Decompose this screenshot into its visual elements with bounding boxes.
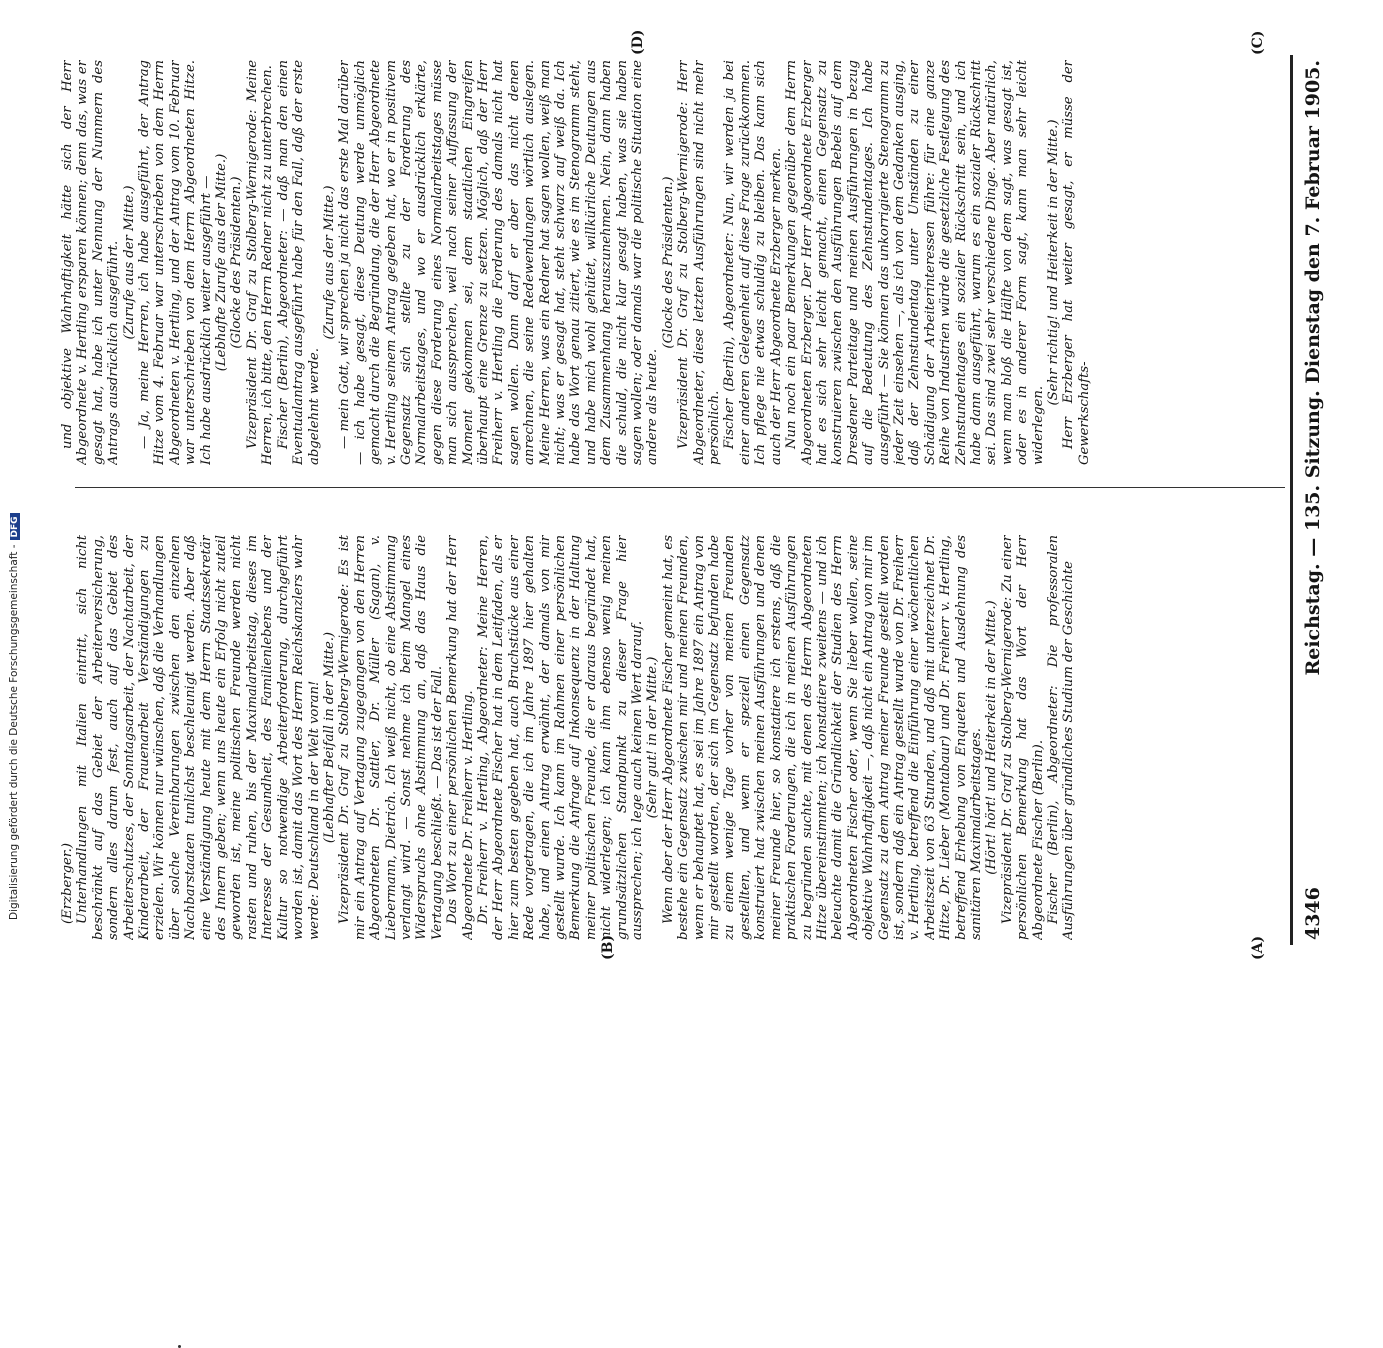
paragraph: Fischer (Berlin), Abgeordneter: Nun, wir werden ja bei einer anderen Gelegenheit auf diese Frage zurückkommen. Ich pflege nie etwas schuldig zu bleiben. Das kann sich auch der Herr Abgeordnete Erzberger merken. <box>722 60 784 465</box>
digitization-footer <box>8 513 20 920</box>
paragraph: Dr. Freiherr v. Hertling, Abgeordneter: Meine Herren, der Herr Abgeordnete Fischer hat in dem Leitfaden, als er hier zum besten gegeben hat, auch Bruchstücke aus einer Rede vorgetragen, die ich im Jahre 1897 hier gehalten habe, und einen Antrag erwähnt, der damals von mir gestellt wurde. Ich kann im Rahmen einer persönlichen Bemerkung die Anfrage auf Inkonsequenz in der Haltung meiner politischen Freunde, die er daraus begründet hat, nicht widerlegen; ich kann ihm ebenso wenig meinen grundsätzlichen Standpunkt zu dieser Frage hier aussprechen; ich lege auch keinen Wert darauf. <box>475 535 646 940</box>
margin-mark-c: (C) <box>1250 30 1266 55</box>
paragraph: Nun noch ein paar Bemerkungen gegenüber dem Herrn Abgeordneten Erzberger. Der Herr Abgeordnete Erzberger hat es sich sehr leicht gemacht, einen Gegensatz zu konstruieren zwischen den Ausführungen Bebels auf dem Dresdener Parteitage und meinen Ausführungen in bezug auf die Bedeutung des Zehnstundentages. Ich habe ausgeführt — Sie können das unkorrigierte Stenogramm zu jeder Zeit einsehen —, als ich von dem Gedanken ausging, daß der Zehnstundentag unter Umständen zu einer Schädigung der Arbeiterinteressen führe: für eine ganze Reihe von Industrien würde die gesetzliche Festlegung des Zehnstundentages ein sozialer Rückschritt sein, und ich habe dann ausgeführt, warum es ein sozialer Rückschritt sei. Das sind zwei sehr verschiedene Dinge. Aber natürlich, wenn man bloß die Hälfte von dem sagt, was gesagt ist, oder es in anderer Form sagt, kann man sehr leicht widerlegen. <box>784 60 1046 465</box>
paragraph: — Ja, meine Herren, ich habe ausgeführt, der Antrag Hitze vom 4. Februar war unterschrieben von dem Herrn Abgeordneten v. Hertling, und der Antrag vom 10. Februar war unterschrieben von dem Herrn Abgeordneten Hitze. Ich habe ausdrücklich weiter ausgeführt — <box>137 60 214 465</box>
page-number: 4346 <box>1302 887 1324 940</box>
paragraph: Vizepräsident Dr. Graf zu Stolberg-Wernigerode: Herr Abgeordneter, diese letzten Ausführungen sind nicht mehr persönlich. <box>676 60 723 465</box>
session-title: Reichstag. — 135. Sitzung. Dienstag den 7. Februar 1905. <box>1302 60 1324 676</box>
footer-text: Digitalisierung gefördert durch die Deutsche Forschungsgemeinschaft - <box>8 544 20 920</box>
interjection: (Zurufe aus der Mitte.) <box>321 185 337 340</box>
paragraph: Wenn aber der Herr Abgeordnete Fischer gemeint hat, es bestehe ein Gegensatz zwischen mir und meinen Freunden, wenn er behauptet hat, es sei im Jahre 1897 ein Antrag von mir gestellt worden, der sich im Gegensatz befunden habe zu einem wenige Tage vorher von meinen Freunden gestellten, und wenn er speziell einen Gegensatz konstruiert hat zwischen meinen Ausführungen und denen meiner Freunde hier, so konstatiere ich erstens, daß die praktischen Forderungen, die ich in meinen Ausführungen zu begründen suchte, mit denen des Herrn Abgeordneten Hitze übereinstimmten; ich konstatiere zweitens — und ich beleuchte damit die Gründlichkeit der Studien des Herrn Abgeordneten Fischer oder, wenn Sie lieber wollen, seine objektive Wahrhaftigkeit —, daß nicht ein Antrag von mir im Gegensatz zu dem Antrag meiner Freunde gestellt worden ist, sondern daß ein Antrag gestellt wurde von Dr. Freiherr v. Hertling, betreffend die Einführung einer wöchentlichen Arbeitszeit von 63 Stunden, und daß mit unterzeichnet Dr. Hitze, Dr. Lieber (Montabaur) und Dr. Freiherr v. Hertling, betreffend Erhebung von Enqueten und Ausdehnung des sanitären Maximalarbeitstages. <box>660 535 984 940</box>
header-rule <box>1290 55 1293 945</box>
paragraph: — mein Gott, wir sprechen ja nicht das erste Mal darüber — ich habe gesagt, diese Deutung werde unmöglich gemacht durch die Begründung, die der Herr Abgeordnete v. Hertling seinem Antrag gegeben hat, wo er in positivem Gegensatz sich stellte zu der Forderung des Normalarbeitstages, und wo er ausdrücklich erklärte, gegen diese Forderung eines Normalarbeitstages müsse man sich aussprechen, weil nach seiner Auffassung der Moment gekommen sei, dem staatlichen Eingreifen überhaupt eine Grenze zu setzen. Möglich, daß der Herr Freiherr v. Hertling die Forderung des damals nicht hat sagen wollen. Dann darf er aber das nicht denen anrechnen, die seine Redewendungen wörtlich auslegen. Meine Herren, was ein Redner hat sagen wollen, weiß man nicht; was er gesagt hat, steht schwarz auf weiß da. Ich habe das Wort genau zitiert, wie es im Stenogramm steht, und habe mich wohl gehütet, willkürliche Deutungen aus dem Zusammenhang herauszunehmen. Nein, dann haben die schuld, die nicht klar gesagt haben, was sie haben sagen wollen; oder damals war die politische Situation eine andere als heute. <box>337 60 661 465</box>
paragraph: Fischer (Berlin), Abgeordneter: Die professoralen Ausführungen über gründliches Studium der Geschichte <box>1046 535 1077 940</box>
paragraph: Unterhandlungen mit Italien eintritt, sich nicht beschränkt auf das Gebiet der Arbeiterversicherung, sondern alles darum fest, auch auf das Gebiet des Arbeiterschutzes, der Sonntagsarbeit, der Nachtarbeit, der Kinderarbeit, der Frauenarbeit Verständigungen zu erzielen. Wir können nur wünschen, daß die Verhandlungen über solche Vereinbarungen zwischen den einzelnen Nachbarstaaten tunlichst beschleunigt werden. Aber daß eine Verständigung heute mit dem Herrn Staatssekretär des Innern geben; wenn uns heute ein Erfolg nicht zuteil geworden ist, meine politischen Freunde werden nicht rasten und ruhen, bis der Maximalarbeitstag, dieses im Interesse der Gesundheit, des Familienlebens und der Kultur so notwendige Arbeiterforderung, durchgeführt worden ist, damit das Wort des Herrn Reichskanzlers wahr werde: Deutschland in der Welt voran! <box>75 535 322 940</box>
right-column <box>60 60 1280 465</box>
paragraph: Das Wort zu einer persönlichen Bemerkung hat der Herr Abgeordnete Dr. Freiherr v. Hertling. <box>445 535 476 940</box>
paragraph: Vizepräsident Dr. Graf zu Stolberg-Wernigerode: Zu einer persönlichen Bemerkung hat das Wort der Herr Abgeordnete Fischer (Berlin). <box>999 535 1046 940</box>
interjection: (Glocke des Präsidenten.) <box>660 176 676 349</box>
column-divider <box>75 487 1285 488</box>
interjection: (Zurufe aus der Mitte.) <box>121 185 137 340</box>
interjection: (Sehr richtig! und Heiterkeit in der Mitte.) <box>1046 119 1061 406</box>
dfg-logo: DFG <box>10 513 20 540</box>
left-column <box>60 535 1280 940</box>
paragraph: Fischer (Berlin), Abgeordneter: — daß man den einen Eventualantrag ausgeführt habe für den Fall, daß der erste abgelehnt werde. <box>275 60 322 465</box>
paragraph: Herr Erzberger hat weiter gesagt, er müsse der Gewerkschafts- <box>1061 60 1092 465</box>
interjection: (Glocke des Präsidenten.) <box>229 176 245 349</box>
paragraph: und objektive Wahrhaftigkeit hätte sich der Herr Abgeordnete v. Hertling ersparen können; denn das, was er gesagt hat, habe ich unter Nennung der Nummern des Antrags ausdrücklich ausgeführt. <box>60 60 122 465</box>
paragraph: Vizepräsident Dr. Graf zu Stolberg-Wernigerode: Meine Herren, ich bitte, den Herrn Redner nicht zu unterbrechen. <box>244 60 276 465</box>
paragraph: Vizepräsident Dr. Graf zu Stolberg-Wernigerode: Es ist mir ein Antrag auf Vertagung zugegangen von den Herren Abgeordneten Dr. Sattler, Dr. Müller (Sagan), v. Liebermann, Dietrich. Ich weiß nicht, ob eine Abstimmung verlangt wird. — Sonst nehme ich beim Mangel eines Widerspruchs ohne Abstimmung an, daß das Haus die Vertagung beschließt. — Das ist der Fall. <box>337 535 445 940</box>
margin-mark-a: (A) <box>1250 935 1266 960</box>
interjection: (Sehr gut! in der Mitte.) <box>645 656 661 819</box>
paragraph: (Erzberger.) <box>60 842 75 924</box>
interjection: (Lebhafte Zurufe aus der Mitte.) <box>214 153 230 372</box>
margin-mark-b: (B) <box>600 934 616 960</box>
margin-mark-d: (D) <box>630 29 646 55</box>
interjection: (Lebhafter Beifall in der Mitte.) <box>321 631 337 844</box>
interjection: (Hört! hört! und Heiterkeit in der Mitte.) <box>984 600 1000 875</box>
page-header <box>1302 60 1342 940</box>
